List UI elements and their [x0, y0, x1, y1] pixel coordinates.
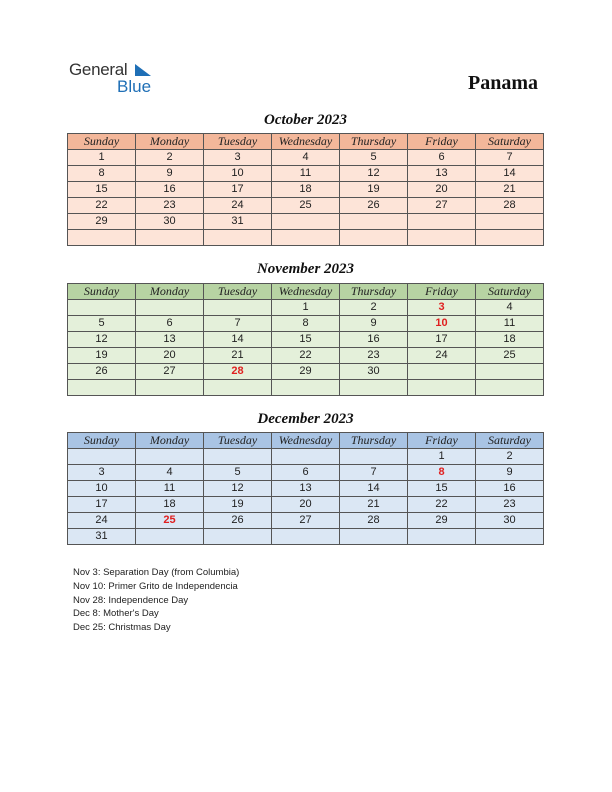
day-cell: [340, 214, 408, 230]
day-cell: 7: [476, 150, 544, 166]
weekday-header: Saturday: [476, 134, 544, 150]
day-cell: 20: [408, 182, 476, 198]
day-cell: 30: [476, 513, 544, 529]
day-cell: 20: [136, 348, 204, 364]
day-cell: 11: [136, 481, 204, 497]
holiday-note: Dec 8: Mother's Day: [73, 608, 159, 620]
day-cell: 7: [340, 465, 408, 481]
day-cell: 13: [136, 332, 204, 348]
day-cell: 17: [68, 497, 136, 513]
day-cell: [476, 364, 544, 380]
day-cell: 14: [340, 481, 408, 497]
week-row: [68, 198, 544, 214]
day-cell: 26: [340, 198, 408, 214]
weekday-header-row: [68, 433, 544, 449]
holiday-note: Dec 25: Christmas Day: [73, 622, 171, 634]
holiday-note: Nov 3: Separation Day (from Columbia): [73, 567, 240, 578]
day-cell: 16: [476, 481, 544, 497]
day-cell: 19: [340, 182, 408, 198]
day-cell: 27: [136, 364, 204, 380]
day-cell: 19: [68, 348, 136, 364]
day-cell: [340, 449, 408, 465]
day-cell: [272, 230, 340, 246]
day-cell: 29: [68, 214, 136, 230]
day-cell: 18: [136, 497, 204, 513]
day-cell: 11: [476, 316, 544, 332]
day-cell: 11: [272, 166, 340, 182]
day-cell: [408, 364, 476, 380]
weekday-header: Monday: [136, 284, 204, 300]
day-cell: 26: [204, 513, 272, 529]
day-cell: 21: [340, 497, 408, 513]
day-cell: [408, 529, 476, 545]
week-row: [68, 380, 544, 396]
day-cell: 10: [408, 316, 476, 332]
day-cell: 1: [272, 300, 340, 316]
month-title-december: December 2023: [257, 411, 354, 427]
day-cell: 3: [68, 465, 136, 481]
day-cell: [136, 529, 204, 545]
weekday-header: Sunday: [68, 284, 136, 300]
day-cell: 10: [204, 166, 272, 182]
weekday-header: Friday: [408, 134, 476, 150]
day-cell: 26: [68, 364, 136, 380]
day-cell: [136, 449, 204, 465]
weekday-header: Saturday: [476, 433, 544, 449]
day-cell: 15: [272, 332, 340, 348]
day-cell: 8: [408, 465, 476, 481]
day-cell: 17: [204, 182, 272, 198]
day-cell: [340, 529, 408, 545]
day-cell: 2: [340, 300, 408, 316]
day-cell: 31: [68, 529, 136, 545]
weekday-header: Thursday: [340, 433, 408, 449]
day-cell: [204, 529, 272, 545]
weekday-header: Saturday: [476, 284, 544, 300]
day-cell: 12: [68, 332, 136, 348]
logo-word-general: General: [69, 60, 128, 79]
day-cell: 9: [340, 316, 408, 332]
day-cell: [68, 300, 136, 316]
week-row: [68, 316, 544, 332]
week-row: [68, 481, 544, 497]
weekday-header: Friday: [408, 433, 476, 449]
week-row: [68, 497, 544, 513]
weekday-header: Wednesday: [272, 433, 340, 449]
day-cell: 4: [476, 300, 544, 316]
calendar-body: [68, 150, 544, 246]
week-row: [68, 348, 544, 364]
day-cell: [272, 380, 340, 396]
holiday-note: Nov 10: Primer Grito de Independencia: [73, 580, 238, 592]
day-cell: 23: [340, 348, 408, 364]
day-cell: 6: [408, 150, 476, 166]
day-cell: 3: [204, 150, 272, 166]
day-cell: 28: [340, 513, 408, 529]
day-cell: 21: [204, 348, 272, 364]
day-cell: 25: [476, 348, 544, 364]
day-cell: 30: [136, 214, 204, 230]
day-cell: [136, 230, 204, 246]
weekday-header: Sunday: [68, 134, 136, 150]
day-cell: 29: [272, 364, 340, 380]
day-cell: 12: [204, 481, 272, 497]
weekday-header: Wednesday: [272, 134, 340, 150]
day-cell: 12: [340, 166, 408, 182]
day-cell: 2: [476, 449, 544, 465]
weekday-header-row: [68, 134, 544, 150]
week-row: [68, 214, 544, 230]
calendar-body: [68, 300, 544, 396]
day-cell: [204, 300, 272, 316]
day-cell: 22: [408, 497, 476, 513]
calendar-november: [67, 283, 544, 396]
day-cell: 5: [340, 150, 408, 166]
day-cell: 5: [204, 465, 272, 481]
week-row: [68, 166, 544, 182]
day-cell: 19: [204, 497, 272, 513]
weekday-header: Sunday: [68, 433, 136, 449]
day-cell: 20: [272, 497, 340, 513]
day-cell: 18: [272, 182, 340, 198]
day-cell: 30: [340, 364, 408, 380]
day-cell: 1: [408, 449, 476, 465]
day-cell: 27: [272, 513, 340, 529]
weekday-header: Tuesday: [204, 134, 272, 150]
day-cell: 27: [408, 198, 476, 214]
week-row: [68, 300, 544, 316]
week-row: [68, 150, 544, 166]
day-cell: [476, 214, 544, 230]
day-cell: 25: [272, 198, 340, 214]
weekday-header: Wednesday: [272, 284, 340, 300]
day-cell: [408, 380, 476, 396]
calendar-body: [68, 449, 544, 545]
day-cell: [476, 380, 544, 396]
day-cell: 25: [136, 513, 204, 529]
calendar-december: [67, 432, 544, 545]
day-cell: 16: [136, 182, 204, 198]
day-cell: 9: [476, 465, 544, 481]
weekday-header: Friday: [408, 284, 476, 300]
day-cell: 1: [68, 150, 136, 166]
day-cell: [204, 230, 272, 246]
day-cell: 28: [204, 364, 272, 380]
week-row: [68, 529, 544, 545]
day-cell: [272, 449, 340, 465]
day-cell: [408, 230, 476, 246]
day-cell: 23: [136, 198, 204, 214]
weekday-header-row: [68, 284, 544, 300]
day-cell: 8: [272, 316, 340, 332]
day-cell: 7: [204, 316, 272, 332]
day-cell: [340, 380, 408, 396]
day-cell: [136, 300, 204, 316]
day-cell: [408, 214, 476, 230]
day-cell: 10: [68, 481, 136, 497]
generalblue-logo: [69, 60, 169, 100]
weekday-header: Monday: [136, 134, 204, 150]
day-cell: 28: [476, 198, 544, 214]
day-cell: [68, 230, 136, 246]
holiday-note: Nov 28: Independence Day: [73, 594, 189, 606]
day-cell: 13: [272, 481, 340, 497]
day-cell: 13: [408, 166, 476, 182]
day-cell: 29: [408, 513, 476, 529]
day-cell: 14: [476, 166, 544, 182]
day-cell: 4: [136, 465, 204, 481]
weekday-header: Tuesday: [204, 284, 272, 300]
day-cell: 18: [476, 332, 544, 348]
week-row: [68, 182, 544, 198]
day-cell: [136, 380, 204, 396]
day-cell: 22: [68, 198, 136, 214]
logo-flag-icon: [135, 64, 153, 78]
day-cell: [272, 529, 340, 545]
weekday-header: Thursday: [340, 284, 408, 300]
day-cell: [340, 230, 408, 246]
day-cell: 5: [68, 316, 136, 332]
logo-word-blue: Blue: [117, 77, 152, 96]
weekday-header: Thursday: [340, 134, 408, 150]
country-title: Panama: [468, 72, 538, 94]
day-cell: 15: [68, 182, 136, 198]
weekday-header: Tuesday: [204, 433, 272, 449]
day-cell: 4: [272, 150, 340, 166]
week-row: [68, 332, 544, 348]
day-cell: 17: [408, 332, 476, 348]
month-title-november: November 2023: [256, 261, 355, 277]
day-cell: 16: [340, 332, 408, 348]
day-cell: 15: [408, 481, 476, 497]
day-cell: [476, 529, 544, 545]
day-cell: 24: [204, 198, 272, 214]
day-cell: [272, 214, 340, 230]
week-row: [68, 513, 544, 529]
day-cell: 24: [68, 513, 136, 529]
day-cell: 23: [476, 497, 544, 513]
day-cell: 6: [136, 316, 204, 332]
month-title-october: October 2023: [264, 112, 347, 128]
calendar-october: [67, 133, 544, 246]
weekday-header: Monday: [136, 433, 204, 449]
week-row: [68, 465, 544, 481]
day-cell: [68, 449, 136, 465]
day-cell: 9: [136, 166, 204, 182]
day-cell: 6: [272, 465, 340, 481]
day-cell: 21: [476, 182, 544, 198]
day-cell: [68, 380, 136, 396]
holiday-notes: [73, 566, 239, 635]
day-cell: 2: [136, 150, 204, 166]
day-cell: 3: [408, 300, 476, 316]
day-cell: 8: [68, 166, 136, 182]
day-cell: [476, 230, 544, 246]
week-row: [68, 449, 544, 465]
day-cell: 14: [204, 332, 272, 348]
day-cell: 31: [204, 214, 272, 230]
day-cell: [204, 380, 272, 396]
day-cell: 22: [272, 348, 340, 364]
day-cell: 24: [408, 348, 476, 364]
week-row: [68, 364, 544, 380]
day-cell: [204, 449, 272, 465]
week-row: [68, 230, 544, 246]
